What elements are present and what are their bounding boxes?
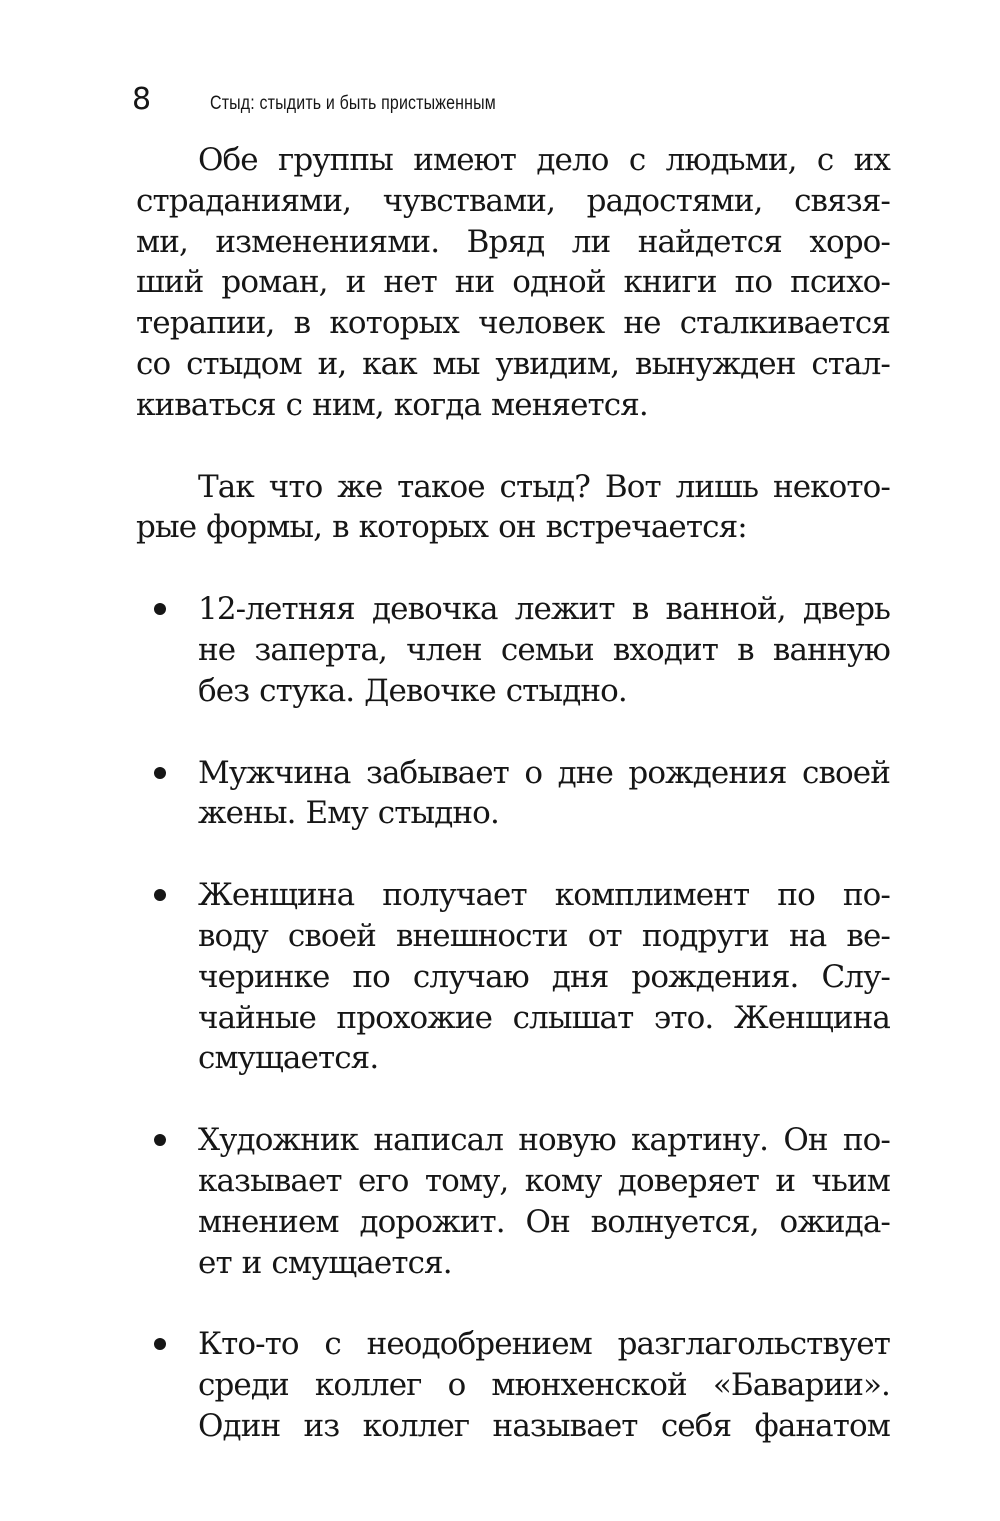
text-line: среди коллег о мюнхенской «Баварии».: [198, 1367, 890, 1404]
text-line: Один из коллег называет себя фанатом: [198, 1407, 890, 1444]
bullet-item: [136, 589, 890, 711]
text-line: смущается.: [198, 1040, 379, 1077]
text-line: мнением дорожит. Он волнуется, ожида-: [198, 1203, 890, 1240]
text-line: Художник написал новую картину. Он по-: [198, 1122, 890, 1159]
paragraph-gap: [136, 426, 890, 467]
text-line: черинке по случаю дня рождения. Слу-: [198, 958, 890, 995]
bullet-icon: [154, 889, 166, 901]
text-line: не заперта, член семьи входит в ванную: [198, 631, 890, 668]
body-text: [136, 140, 890, 1447]
running-head: [132, 82, 892, 122]
text-line: Мужчина забывает о дне рождения своей: [198, 754, 890, 791]
text-line: киваться с ним, когда меняется.: [136, 386, 648, 423]
text-line: рые формы, в которых он встречается:: [136, 509, 747, 546]
bullet-icon: [154, 1338, 166, 1350]
text-line: ет и смущается.: [198, 1244, 452, 1281]
bullet-item: [136, 875, 890, 1079]
paragraph: [136, 140, 890, 426]
paragraph-gap: [136, 548, 890, 589]
page-number: 8: [132, 82, 152, 117]
paragraph-gap: [136, 712, 890, 753]
bullet-icon: [154, 603, 166, 615]
text-line: воду своей внешности от подруги на ве-: [198, 917, 890, 954]
text-line: казывает его тому, кому доверяет и чьим: [198, 1162, 890, 1199]
paragraph-gap: [136, 1079, 890, 1120]
text-line: ший роман, и нет ни одной книги по психо-: [136, 264, 890, 301]
bullet-item: [136, 753, 890, 835]
text-line: терапии, в которых человек не сталкивается: [136, 305, 890, 342]
bullet-icon: [154, 1134, 166, 1146]
running-title: Стыд: стыдить и быть пристыженным: [210, 93, 496, 114]
text-line: чайные прохожие слышат это. Женщина: [198, 999, 890, 1036]
bullet-item: [136, 1324, 890, 1446]
text-line: Так что же такое стыд? Вот лишь некото-: [198, 468, 890, 505]
text-line: ми, изменениями. Вряд ли найдется хоро-: [136, 223, 890, 260]
text-line: страданиями, чувствами, радостями, связя-: [136, 182, 890, 219]
paragraph-gap: [136, 834, 890, 875]
text-line: Кто-то с неодобрением разглагольствует: [198, 1326, 890, 1363]
bullet-icon: [154, 767, 166, 779]
paragraph: [136, 467, 890, 549]
text-line: Обе группы имеют дело с людьми, с их: [198, 142, 890, 178]
text-line: жены. Ему стыдно.: [198, 795, 499, 832]
paragraph-gap: [136, 1283, 890, 1324]
text-line: 12-летняя девочка лежит в ванной, дверь: [198, 591, 890, 628]
text-line: Женщина получает комплимент по по-: [198, 877, 890, 914]
bullet-item: [136, 1120, 890, 1283]
text-line: без стука. Девочке стыдно.: [198, 672, 627, 709]
text-line: со стыдом и, как мы увидим, вынужден стал-: [136, 345, 890, 382]
